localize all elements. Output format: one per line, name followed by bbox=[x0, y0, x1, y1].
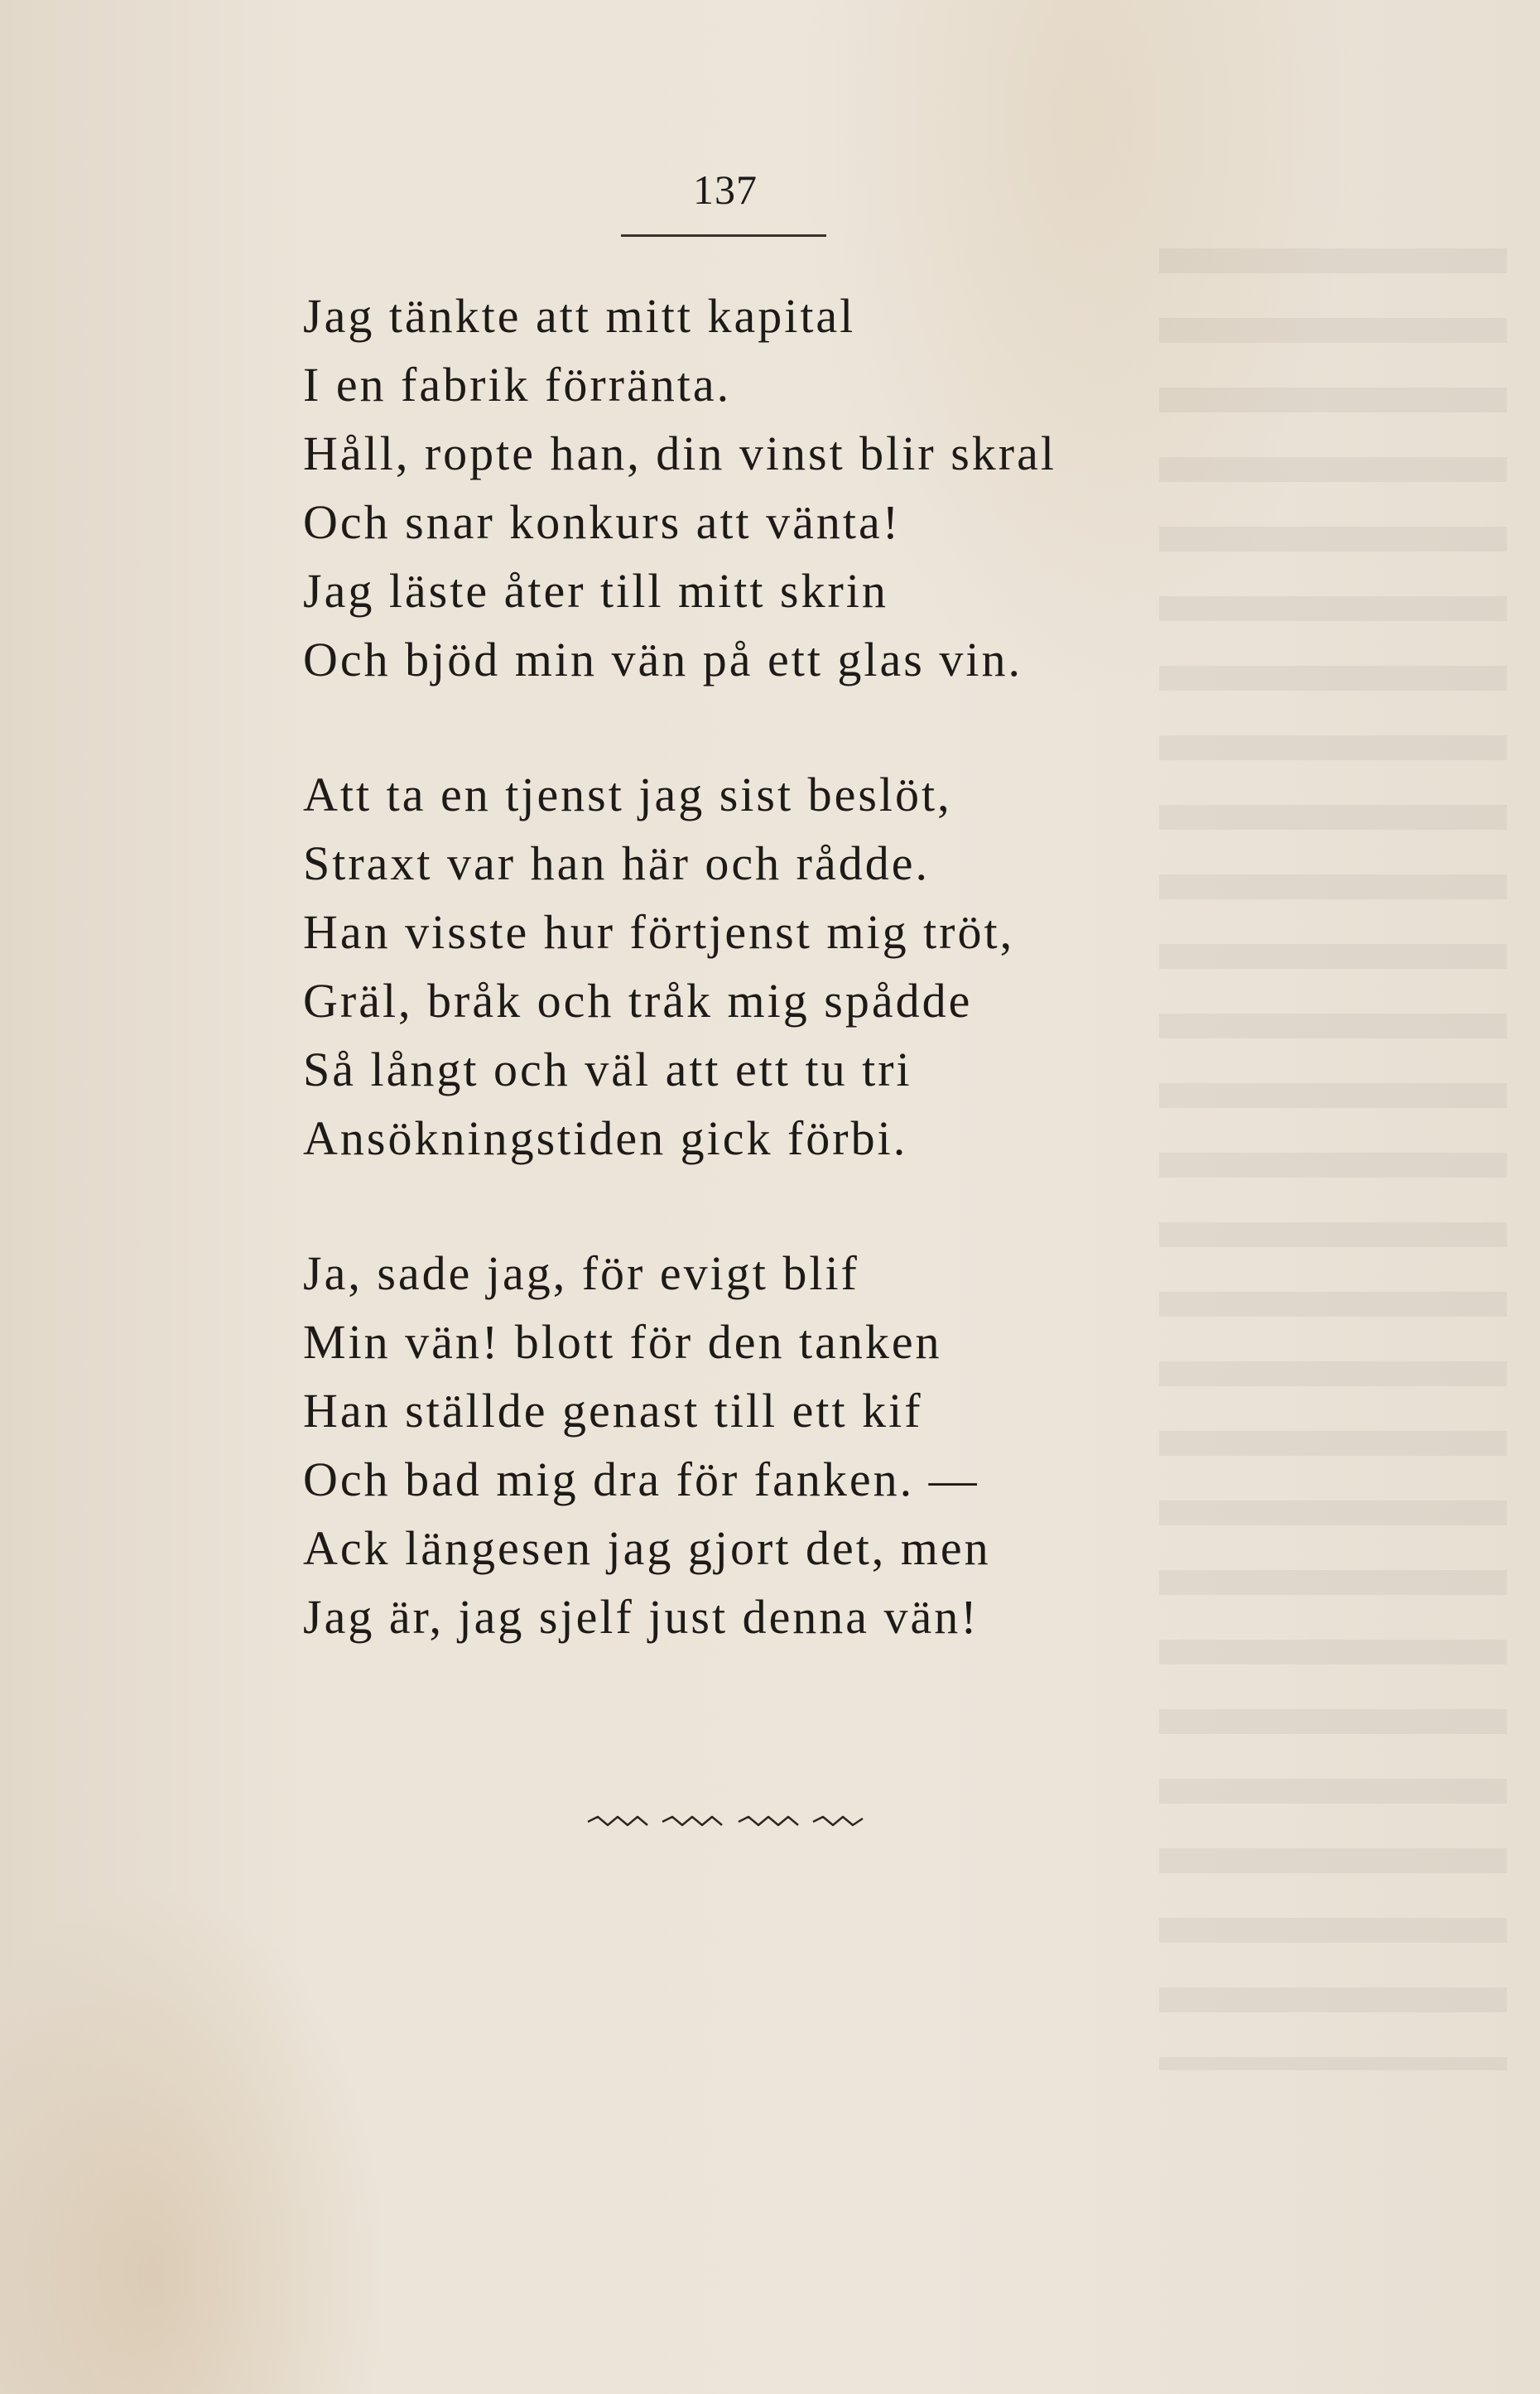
verse-line: Gräl, bråk och tråk mig spådde bbox=[303, 974, 973, 1028]
header-rule bbox=[621, 234, 826, 237]
verse-line: Så långt och väl att ett tu tri bbox=[303, 1043, 912, 1096]
verse-line: Håll, ropte han, din vinst blir skral bbox=[303, 426, 1056, 480]
verse-line: Ansökningstiden gick förbi. bbox=[303, 1111, 908, 1165]
verse-line: Och bjöd min vän på ett glas vin. bbox=[303, 633, 1023, 686]
poem bbox=[303, 282, 1214, 1717]
verse-line: I en fabrik förränta. bbox=[303, 358, 732, 412]
verse-line: Jag läste åter till mitt skrin bbox=[303, 564, 888, 618]
verse-line: Och bad mig dra för fanken. — bbox=[303, 1452, 979, 1506]
page-number: 137 bbox=[693, 166, 758, 213]
verse-line: Straxt var han här och rådde. bbox=[303, 836, 930, 890]
verse-line: Och snar konkurs att vänta! bbox=[303, 495, 902, 549]
verse-line: Han ställde genast till ett kif bbox=[303, 1384, 923, 1438]
verse-line: Jag är, jag sjelf just denna vän! bbox=[303, 1590, 979, 1644]
wavy-line-ornament-icon bbox=[586, 1812, 864, 1832]
stanza-1 bbox=[303, 282, 1214, 694]
stanza-3 bbox=[303, 1239, 1214, 1651]
verse-line: Att ta en tjenst jag sist beslöt, bbox=[303, 768, 952, 821]
verse-line: Ack längesen jag gjort det, men bbox=[303, 1521, 991, 1575]
verse-line: Jag tänkte att mitt kapital bbox=[303, 289, 856, 343]
verse-line: Han visste hur förtjenst mig tröt, bbox=[303, 905, 1015, 959]
verse-line: Ja, sade jag, för evigt blif bbox=[303, 1246, 859, 1300]
verse-line: Min vän! blott för den tanken bbox=[303, 1315, 942, 1369]
stanza-2 bbox=[303, 760, 1214, 1173]
